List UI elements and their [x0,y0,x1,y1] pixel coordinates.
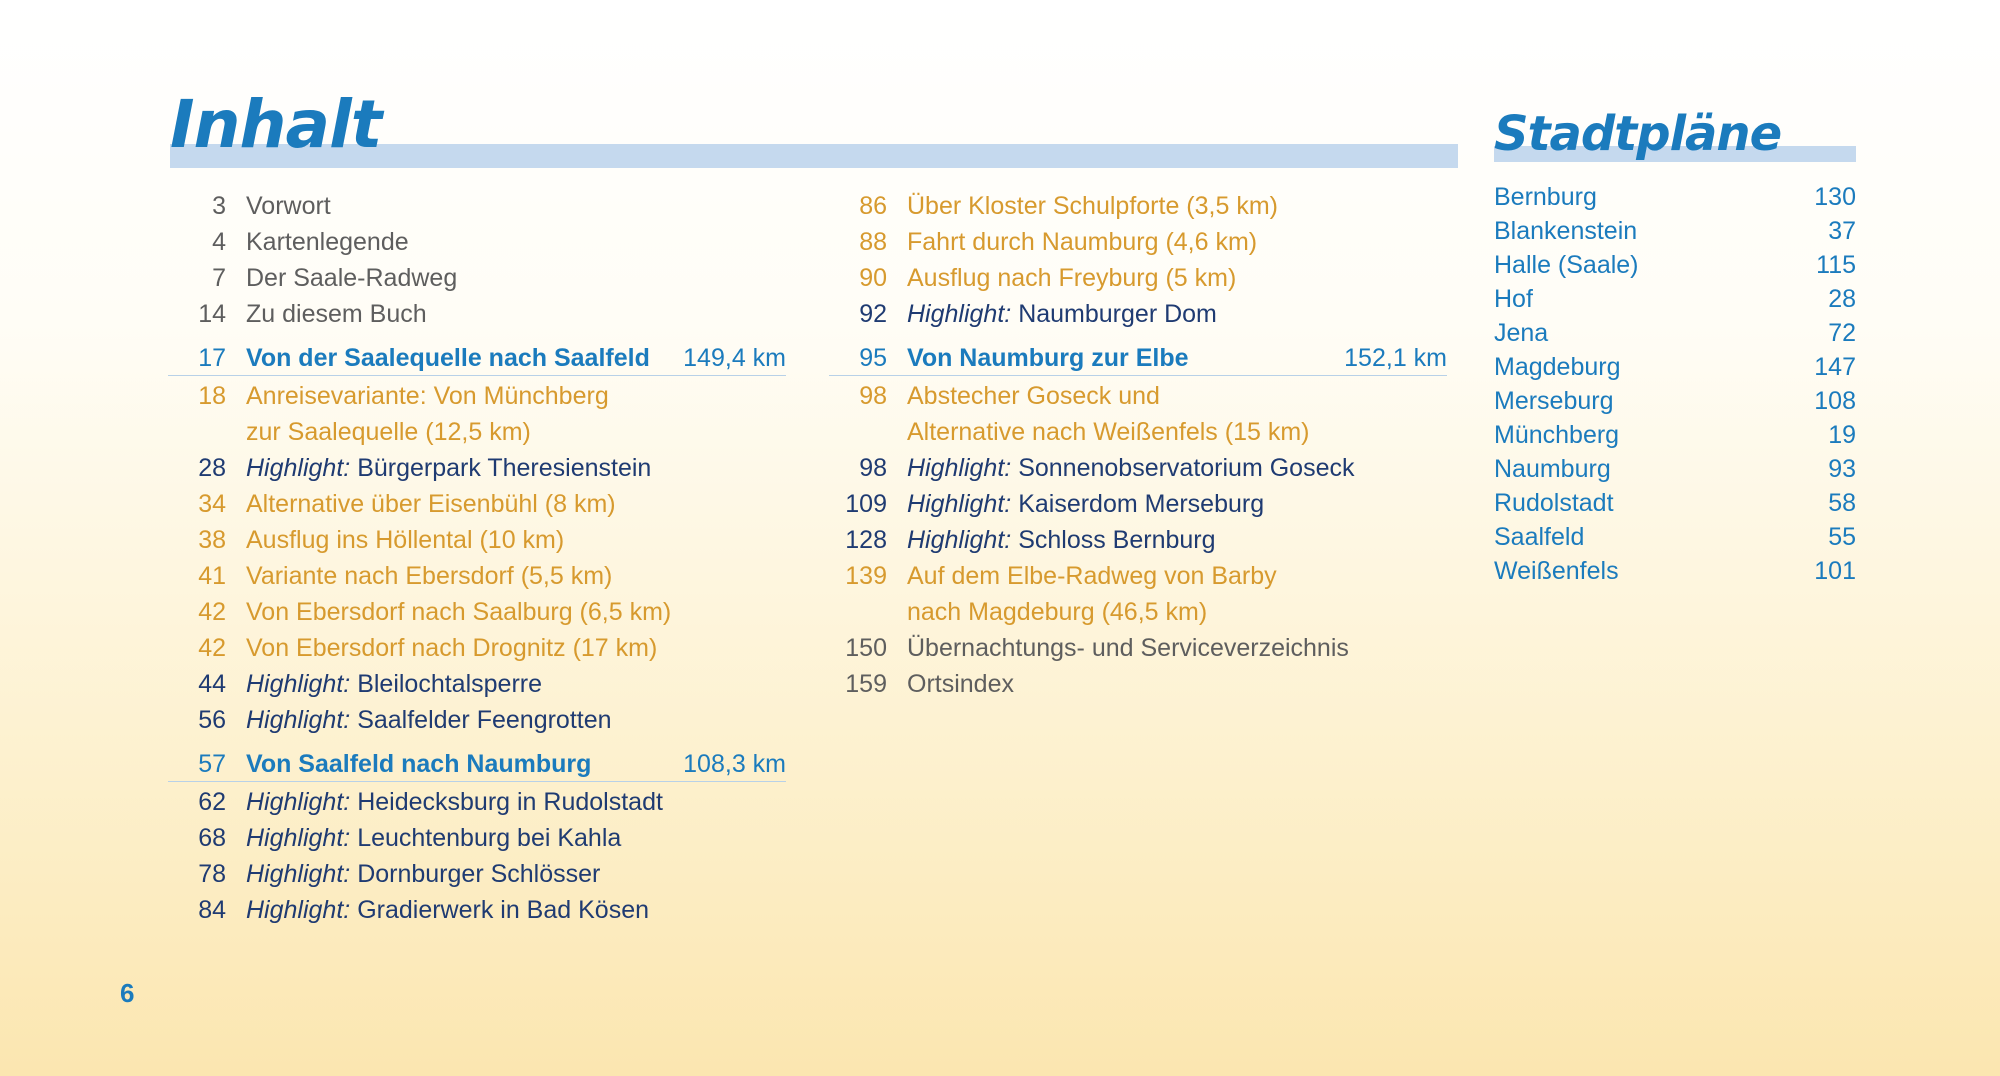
toc-entry-text [907,260,1447,296]
highlight-label: Highlight: [907,526,1012,554]
toc-entry-title: Ortsindex [907,670,1014,698]
toc-entry[interactable] [180,224,786,260]
toc-page-number: 84 [198,896,226,924]
highlight-label: Highlight: [246,706,351,734]
city-map-entry[interactable] [1494,180,1856,214]
toc-page-number: 62 [198,788,226,816]
toc-page-number: 98 [859,454,887,482]
toc-entry-text [907,378,1447,414]
city-name: Magdeburg [1494,353,1621,381]
toc-entry-text [907,414,1447,450]
toc-entry-title: Alternative über Eisenbühl (8 km) [246,490,616,518]
city-name: Rudolstadt [1494,489,1614,517]
city-map-entry[interactable] [1494,520,1856,554]
toc-page-number: 78 [198,860,226,888]
toc-entry-text [246,892,786,928]
toc-entry-text [907,486,1447,522]
toc-entry[interactable] [180,856,786,892]
toc-entry-text [246,558,786,594]
city-name: Bernburg [1494,183,1597,211]
toc-entry-text [907,296,1447,332]
highlight-label: Highlight: [246,860,351,888]
toc-entry[interactable] [841,296,1447,332]
city-page-number: 19 [1828,421,1856,449]
highlight-label: Highlight: [907,454,1012,482]
toc-entry-title: Übernachtungs- und Serviceverzeichnis [907,634,1349,662]
toc-page-number: 4 [212,228,226,256]
city-page-number: 37 [1828,217,1856,245]
toc-entry-text [246,630,786,666]
city-name: Saalfeld [1494,523,1585,551]
toc-entry-title: Anreisevariante: Von Münchberg [246,382,609,410]
toc-page-number: 56 [198,706,226,734]
toc-entry[interactable] [841,558,1447,594]
toc-entry-title: Vorwort [246,192,331,220]
toc-entry-title: Von Saalfeld nach Naumburg [246,750,592,778]
toc-entry-text [246,702,786,738]
toc-page-number: 57 [198,750,226,778]
toc-page-number: 88 [859,228,887,256]
toc-entry-text [907,522,1447,558]
toc-entry-text [907,666,1447,702]
toc-column-middle [841,188,1447,702]
toc-page-number: 150 [845,634,887,662]
city-name: Jena [1494,319,1549,347]
city-name: Naumburg [1494,455,1611,483]
toc-entry[interactable] [841,594,1447,630]
toc-page-number: 7 [212,264,226,292]
city-name: Hof [1494,285,1533,313]
toc-entry[interactable] [841,378,1447,414]
city-name: Münchberg [1494,421,1620,449]
city-page-number: 55 [1828,523,1856,551]
city-map-entry[interactable] [1494,554,1856,588]
toc-entry-text [907,224,1447,260]
toc-entry-text [246,260,786,296]
toc-entry-title: Bürgerpark Theresienstein [357,454,652,482]
city-maps-list [1494,180,1856,588]
toc-page-number: 139 [845,562,887,590]
toc-entry-title: Zu diesem Buch [246,300,427,328]
toc-entry-title: Naumburger Dom [1018,300,1217,328]
toc-section-row[interactable] [180,744,786,784]
toc-entry-title: Ausflug nach Freyburg (5 km) [907,264,1237,292]
city-map-entry[interactable] [1494,214,1856,248]
toc-entry-title: Saalfelder Feengrotten [357,706,612,734]
city-name: Halle (Saale) [1494,251,1639,279]
city-map-entry[interactable] [1494,452,1856,486]
toc-entry[interactable] [841,666,1447,702]
toc-entry-title: nach Magdeburg (46,5 km) [907,598,1208,626]
toc-entry[interactable] [841,224,1447,260]
toc-entry-title: Bleilochtalsperre [357,670,543,698]
toc-entry-title: Sonnenobservatorium Goseck [1018,454,1355,482]
city-map-entry[interactable] [1494,486,1856,520]
toc-entry[interactable] [180,188,786,224]
city-maps-title: Stadtpläne [1494,106,1782,162]
toc-entry-text [246,338,683,378]
toc-entry-title: Von Naumburg zur Elbe [907,344,1189,372]
toc-entry-title: Kartenlegende [246,228,409,256]
city-name: Merseburg [1494,387,1614,415]
toc-entry[interactable] [180,892,786,928]
toc-entry-text [246,784,786,820]
toc-page-number: 17 [198,344,226,372]
toc-entry[interactable] [180,450,786,486]
toc-entry-text [907,558,1447,594]
toc-page-number: 41 [198,562,226,590]
section-distance: 149,4 km [683,344,786,372]
toc-entry-title: Schloss Bernburg [1018,526,1216,554]
toc-entry[interactable] [180,630,786,666]
toc-entry[interactable] [180,784,786,820]
toc-entry[interactable] [841,450,1447,486]
toc-entry[interactable] [180,378,786,414]
contents-title: Inhalt [170,86,382,163]
city-map-entry[interactable] [1494,418,1856,452]
toc-entry-title: Gradierwerk in Bad Kösen [357,896,649,924]
toc-entry-text [907,450,1447,486]
toc-entry[interactable] [180,260,786,296]
toc-page-number: 92 [859,300,887,328]
toc-page-number: 3 [212,192,226,220]
city-name: Blankenstein [1494,217,1638,245]
toc-entry-title: Auf dem Elbe-Radweg von Barby [907,562,1277,590]
toc-entry[interactable] [841,630,1447,666]
toc-entry-text [246,450,786,486]
highlight-label: Highlight: [246,896,351,924]
toc-page-number: 14 [198,300,226,328]
toc-entry-title: Über Kloster Schulpforte (3,5 km) [907,192,1278,220]
toc-entry-text [246,666,786,702]
toc-entry-title: Kaiserdom Merseburg [1018,490,1265,518]
highlight-label: Highlight: [246,788,351,816]
toc-page-number: 42 [198,598,226,626]
toc-entry[interactable] [180,522,786,558]
section-distance: 152,1 km [1344,344,1447,372]
toc-entry[interactable] [180,702,786,738]
toc-entry-title: Fahrt durch Naumburg (4,6 km) [907,228,1258,256]
highlight-label: Highlight: [907,490,1012,518]
toc-entry[interactable] [841,414,1447,450]
city-page-number: 130 [1814,183,1856,211]
city-map-entry[interactable] [1494,282,1856,316]
toc-entry-title: Alternative nach Weißenfels (15 km) [907,418,1310,446]
highlight-label: Highlight: [246,454,351,482]
toc-entry-title: Heidecksburg in Rudolstadt [357,788,663,816]
city-page-number: 115 [1816,251,1856,279]
toc-entry-title: Abstecher Goseck und [907,382,1160,410]
toc-entry-text [907,338,1344,378]
toc-entry[interactable] [841,188,1447,224]
toc-page-number: 109 [845,490,887,518]
city-map-entry[interactable] [1494,350,1856,384]
toc-entry-text [246,486,786,522]
page-number: 6 [120,978,135,1008]
toc-page-number: 159 [845,670,887,698]
toc-entry-text [246,188,786,224]
toc-page-number: 98 [859,382,887,410]
city-page-number: 28 [1828,285,1856,313]
toc-entry[interactable] [180,594,786,630]
toc-page-number: 42 [198,634,226,662]
city-page-number: 108 [1814,387,1856,415]
toc-entry[interactable] [180,558,786,594]
toc-entry-title: Der Saale-Radweg [246,264,458,292]
highlight-label: Highlight: [907,300,1012,328]
toc-entry-text [907,188,1447,224]
toc-entry-title: Leuchtenburg bei Kahla [357,824,622,852]
city-page-number: 101 [1814,557,1856,585]
toc-entry-text [246,296,786,332]
city-page-number: 93 [1828,455,1856,483]
toc-entry-title: Ausflug ins Höllental (10 km) [246,526,565,554]
toc-entry[interactable] [841,522,1447,558]
section-distance: 108,3 km [683,750,786,778]
city-map-entry[interactable] [1494,316,1856,350]
toc-column-left [180,188,786,928]
toc-page-number: 68 [198,824,226,852]
toc-entry[interactable] [180,296,786,332]
highlight-label: Highlight: [246,670,351,698]
toc-entry-title: Von Ebersdorf nach Drognitz (17 km) [246,634,658,662]
city-page-number: 147 [1814,353,1856,381]
toc-page-number: 86 [859,192,887,220]
toc-entry-title: Dornburger Schlösser [357,860,601,888]
toc-page-number: 90 [859,264,887,292]
toc-entry-title: zur Saalequelle (12,5 km) [246,418,531,446]
toc-entry-text [246,820,786,856]
toc-page-number: 128 [845,526,887,554]
toc-entry-text [246,378,786,414]
toc-entry-text [246,744,683,784]
toc-entry[interactable] [180,666,786,702]
toc-page-number: 34 [198,490,226,518]
highlight-label: Highlight: [246,824,351,852]
city-map-entry[interactable] [1494,248,1856,282]
toc-page-number: 28 [198,454,226,482]
toc-entry-text [907,594,1447,630]
city-page-number: 72 [1828,319,1856,347]
toc-entry-title: Variante nach Ebersdorf (5,5 km) [246,562,613,590]
toc-entry[interactable] [180,820,786,856]
toc-entry-title: Von Ebersdorf nach Saalburg (6,5 km) [246,598,672,626]
toc-entry-text [246,224,786,260]
toc-entry-title: Von der Saalequelle nach Saalfeld [246,344,650,372]
toc-page-number: 95 [859,344,887,372]
toc-entry-text [246,522,786,558]
city-page-number: 58 [1828,489,1856,517]
toc-section-row[interactable] [841,338,1447,378]
city-map-entry[interactable] [1494,384,1856,418]
toc-entry-text [246,414,786,450]
toc-entry-text [907,630,1447,666]
toc-page-number: 44 [198,670,226,698]
toc-page-number: 18 [198,382,226,410]
toc-entry[interactable] [841,260,1447,296]
toc-entry-text [246,594,786,630]
toc-page-number: 38 [198,526,226,554]
toc-entry[interactable] [180,414,786,450]
toc-entry-text [246,856,786,892]
toc-entry[interactable] [180,486,786,522]
toc-section-row[interactable] [180,338,786,378]
city-name: Weißenfels [1494,557,1619,585]
toc-entry[interactable] [841,486,1447,522]
